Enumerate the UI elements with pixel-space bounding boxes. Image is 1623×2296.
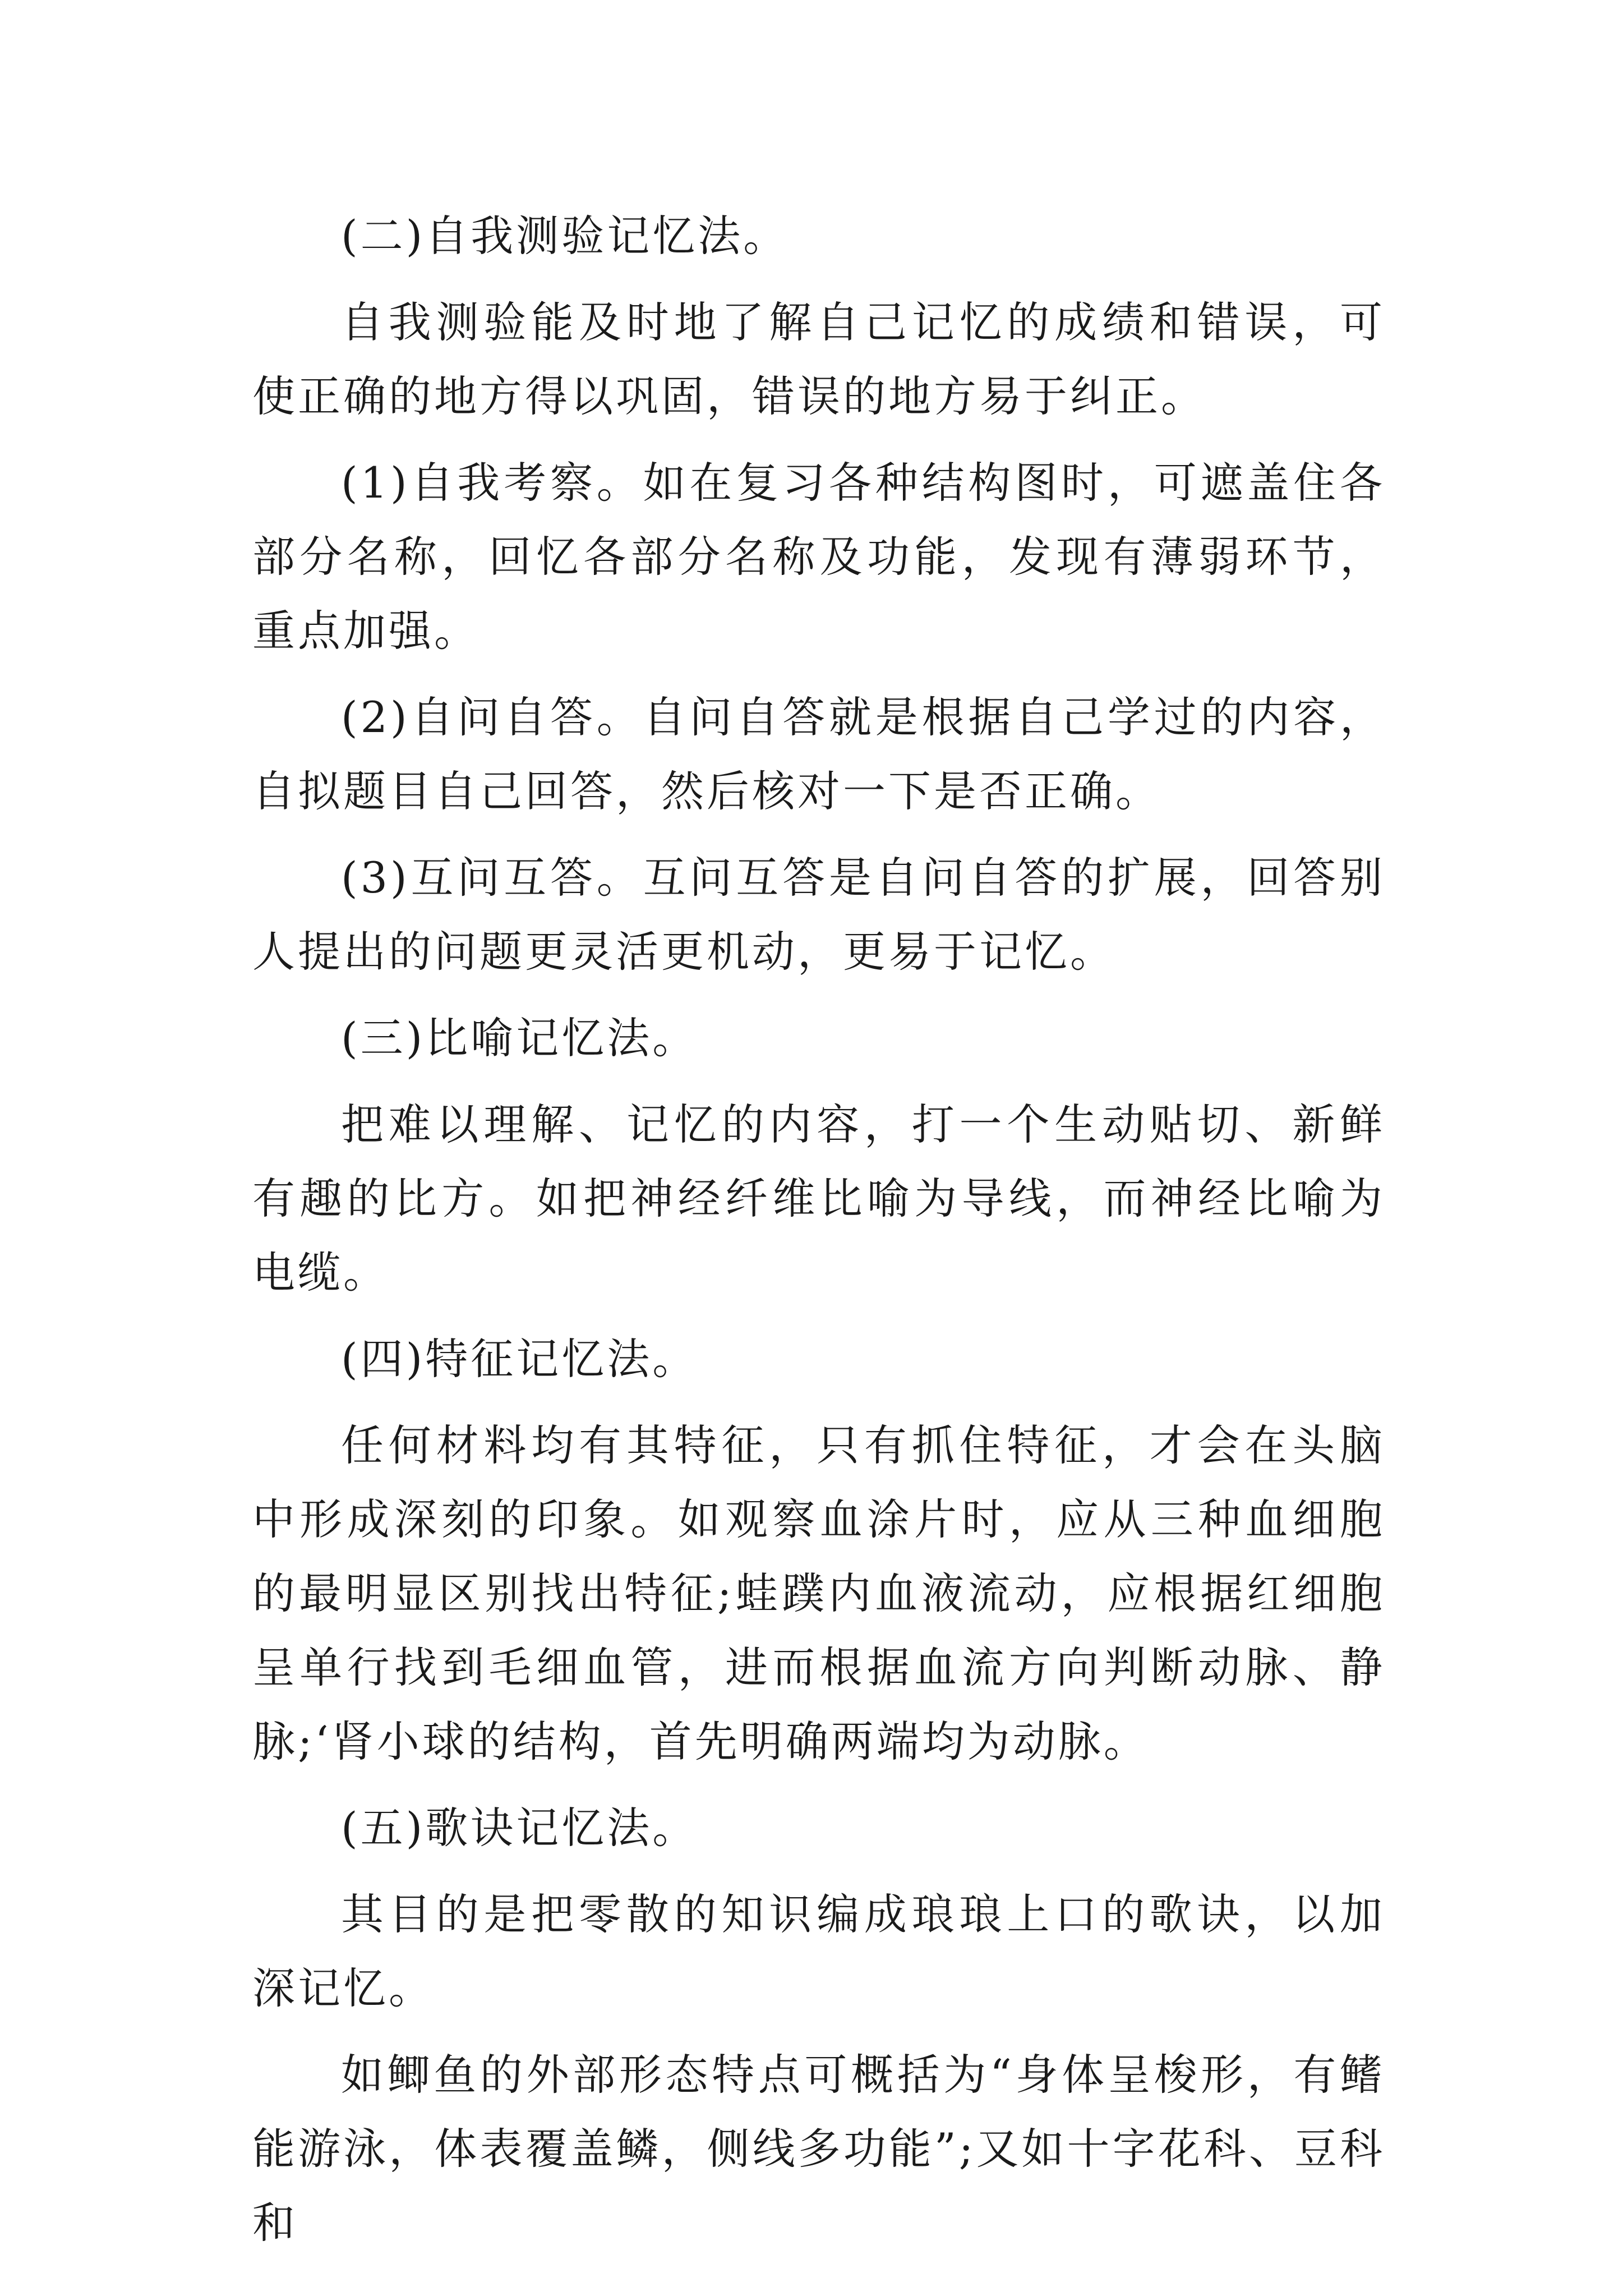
paragraph-self-question-answer: (2)自问自答。自问自答就是根据自己学过的内容，自拟题目自己回答，然后核对一下是否正确。 [252, 692, 1385, 816]
paragraph-metaphor: 把难以理解、记忆的内容，打一个生动贴切、新鲜有趣的比方。如把神经纤维比喻为导线，而神经比喻为电缆。 [252, 1099, 1385, 1297]
paragraph-self-examination: (1)自我考察。如在复习各种结构图时，可遮盖住各部分名称，回忆各部分名称及功能，发现有薄弱环节，重点加强。 [252, 458, 1385, 656]
section-heading-self-test: (二)自我测验记忆法。 [341, 211, 789, 261]
paragraph-mutual-question-answer: (3)互问互答。互问互答是自问自答的扩展，回答别人提出的问题更灵活更机动，更易于记忆。 [252, 853, 1385, 977]
section-heading-rhyme: (五)歌诀记忆法。 [341, 1803, 698, 1853]
document-body [252, 199, 1385, 2272]
section-heading-feature: (四)特征记忆法。 [341, 1334, 698, 1384]
paragraph-feature: 任何材料均有其特征，只有抓住特征，才会在头脑中形成深刻的印象。如观察血涂片时，应从三种血细胞的最明显区别找出特征;蛙蹼内血液流动，应根据红细胞呈单行找到毛细血管，进而根据血流方向判断动脉、静脉;‘肾小球的结构，首先明确两端均为动脉。 [252, 1420, 1385, 1766]
section-heading-metaphor: (三)比喻记忆法。 [341, 1013, 698, 1063]
paragraph-rhyme-example: 如鲫鱼的外部形态特点可概括为“身体呈梭形，有鳍能游泳，体表覆盖鳞，侧线多功能”;又如十字花科、豆科和 [252, 2050, 1385, 2248]
paragraph-rhyme-intro: 其目的是把零散的知识编成琅琅上口的歌诀，以加深记忆。 [252, 1889, 1385, 2013]
paragraph-self-test-intro: 自我测验能及时地了解自己记忆的成绩和错误，可使正确的地方得以巩固，错误的地方易于纠正。 [252, 297, 1385, 421]
